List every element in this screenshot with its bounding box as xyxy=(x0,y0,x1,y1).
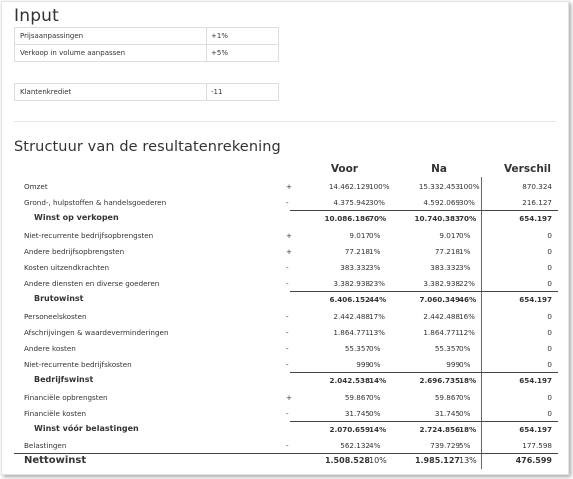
table-row xyxy=(14,356,558,372)
value-verschil: 654.197 xyxy=(519,425,552,434)
volume-adjustment-field[interactable]: +5% xyxy=(211,49,228,57)
table-row xyxy=(14,227,558,243)
percent-na: 0% xyxy=(459,408,471,418)
percent-na: 0% xyxy=(459,392,471,402)
percent-voor: 23% xyxy=(369,279,385,289)
percent-na: 30% xyxy=(459,198,475,208)
value-voor: 31.745 xyxy=(344,408,370,418)
value-na: 999 xyxy=(446,360,460,370)
percent-voor: 100% xyxy=(369,182,390,191)
value-verschil: 0 xyxy=(547,327,552,337)
row-sign: - xyxy=(286,263,289,272)
value-verschil: 0 xyxy=(547,344,552,353)
table-row xyxy=(14,437,558,453)
input-label: Klantenkrediet xyxy=(15,84,207,100)
table-row xyxy=(14,308,558,324)
percent-voor: 3% xyxy=(369,263,381,272)
percent-voor: 44% xyxy=(369,295,387,305)
value-na: 55.357 xyxy=(434,344,460,353)
row-label: Financiële kosten xyxy=(24,408,87,418)
percent-na: 16% xyxy=(459,311,475,321)
table-row xyxy=(14,178,558,194)
value-na: 383.332 xyxy=(430,263,460,272)
input-table-adjustments xyxy=(14,27,279,62)
table-row xyxy=(14,259,558,275)
row-sign: - xyxy=(286,198,289,208)
input-table-credit xyxy=(14,83,279,101)
table-row xyxy=(14,210,558,226)
percent-na: 100% xyxy=(459,182,480,191)
row-label: Niet-recurrente bedrijfsopbrengsten xyxy=(24,230,154,240)
percent-voor: 4% xyxy=(369,441,381,451)
table-row xyxy=(14,291,558,307)
value-na: 1.864.771 xyxy=(423,327,460,337)
input-row-volume-adjustments[interactable] xyxy=(15,44,278,61)
structure-section-title: Structuur van de resultatenrekening xyxy=(14,139,281,155)
value-verschil: 0 xyxy=(547,311,552,321)
value-verschil: 0 xyxy=(547,230,552,240)
percent-voor: 14% xyxy=(369,376,387,386)
percent-voor: 70% xyxy=(369,214,387,224)
value-na: 739.729 xyxy=(430,441,460,451)
value-na: 1.985.127 xyxy=(414,456,460,466)
value-verschil: 0 xyxy=(547,263,552,272)
value-verschil: 654.197 xyxy=(519,376,552,386)
percent-na: 0% xyxy=(459,344,471,353)
percent-na: 0% xyxy=(459,360,471,370)
table-row xyxy=(14,243,558,259)
table-row xyxy=(14,275,558,291)
row-sign: - xyxy=(286,344,289,353)
section-divider xyxy=(14,121,556,122)
row-label: Afschrijvingen & waardeverminderingen xyxy=(24,327,169,337)
column-header-voor: Voor xyxy=(330,163,358,175)
table-row xyxy=(14,372,558,388)
value-verschil: 177.598 xyxy=(522,441,552,451)
percent-voor: 17% xyxy=(369,311,385,321)
value-verschil: 870.324 xyxy=(522,182,552,191)
column-header-na: Na xyxy=(431,163,447,175)
value-voor: 2.442.488 xyxy=(333,311,370,321)
value-voor: 59.867 xyxy=(344,392,370,402)
row-label: Omzet xyxy=(24,182,48,191)
value-voor: 562.132 xyxy=(340,441,370,451)
percent-na: 1% xyxy=(459,246,471,256)
percent-na: 0% xyxy=(459,230,471,240)
percent-na: 18% xyxy=(459,425,477,434)
value-verschil: 0 xyxy=(547,392,552,402)
row-sign: + xyxy=(286,392,293,402)
row-label: Winst op verkopen xyxy=(34,213,119,223)
row-sign: - xyxy=(286,327,289,337)
value-voor: 3.382.938 xyxy=(333,279,370,289)
row-label: Bedrijfswinst xyxy=(34,375,94,385)
percent-na: 46% xyxy=(459,295,477,305)
report-panel xyxy=(1,1,569,475)
table-row xyxy=(14,340,558,356)
value-voor: 2.070.659 xyxy=(329,425,370,434)
percent-voor: 10% xyxy=(369,456,387,466)
percent-na: 13% xyxy=(459,456,477,466)
value-verschil: 0 xyxy=(547,360,552,370)
value-voor: 999 xyxy=(356,360,370,370)
value-verschil: 476.599 xyxy=(515,456,552,466)
table-row xyxy=(14,324,558,340)
table-row xyxy=(14,405,558,421)
percent-voor: 13% xyxy=(369,327,385,337)
value-na: 3.382.938 xyxy=(423,279,460,289)
value-voor: 383.332 xyxy=(340,263,370,272)
customer-credit-field[interactable]: -11 xyxy=(211,88,223,96)
input-row-customer-credit[interactable] xyxy=(15,84,278,100)
input-label: Verkoop in volume aanpassen xyxy=(15,45,207,61)
column-header-verschil: Verschil xyxy=(504,163,551,175)
value-na: 15.332.453 xyxy=(418,182,460,191)
row-label: Andere kosten xyxy=(24,344,76,353)
percent-na: 70% xyxy=(459,214,477,224)
percent-voor: 0% xyxy=(369,392,381,402)
row-sign: - xyxy=(286,360,289,370)
percent-voor: 30% xyxy=(369,198,385,208)
row-sign: - xyxy=(286,441,289,451)
value-na: 10.740.383 xyxy=(414,214,460,224)
value-verschil: 0 xyxy=(547,408,552,418)
percent-voor: 0% xyxy=(369,344,381,353)
input-row-price-adjustments[interactable] xyxy=(15,28,278,44)
value-voor: 55.357 xyxy=(344,344,370,353)
row-label: Personeelskosten xyxy=(24,311,87,321)
value-voor: 1.508.528 xyxy=(324,456,370,466)
percent-voor: 0% xyxy=(369,408,381,418)
value-na: 2.442.488 xyxy=(423,311,460,321)
row-sign: - xyxy=(286,408,289,418)
value-na: 31.745 xyxy=(434,408,460,418)
value-na: 59.867 xyxy=(434,392,460,402)
table-row xyxy=(14,389,558,405)
value-voor: 77.218 xyxy=(344,246,370,256)
value-voor: 4.375.942 xyxy=(333,198,370,208)
row-sign: + xyxy=(286,182,293,191)
percent-na: 12% xyxy=(459,327,475,337)
value-voor: 10.086.186 xyxy=(324,214,370,224)
price-adjustment-field[interactable]: +1% xyxy=(211,32,228,40)
row-label: Brutowinst xyxy=(34,294,84,304)
value-verschil: 0 xyxy=(547,246,552,256)
percent-voor: 1% xyxy=(369,246,381,256)
value-na: 77.218 xyxy=(434,246,460,256)
row-label: Kosten uitzendkrachten xyxy=(24,263,110,272)
percent-voor: 0% xyxy=(369,360,381,370)
value-verschil: 216.127 xyxy=(522,198,552,208)
value-verschil: 0 xyxy=(547,279,552,289)
row-sign: + xyxy=(286,246,293,256)
table-row xyxy=(14,453,558,469)
value-na: 2.724.856 xyxy=(419,425,460,434)
value-voor: 6.406.152 xyxy=(329,295,370,305)
row-label: Niet-recurrente bedrijfskosten xyxy=(24,360,132,370)
input-section-title: Input xyxy=(14,6,60,26)
value-verschil: 654.197 xyxy=(519,214,552,224)
row-label: Winst vóór belastingen xyxy=(34,424,139,433)
row-label: Andere diensten en diverse goederen xyxy=(24,279,160,289)
table-row xyxy=(14,194,558,210)
percent-voor: 14% xyxy=(369,425,387,434)
value-na: 9.017 xyxy=(439,230,460,240)
value-na: 7.060.349 xyxy=(419,295,460,305)
row-sign: - xyxy=(286,279,289,289)
value-voor: 2.042.538 xyxy=(329,376,370,386)
row-label: Grond-, hulpstoffen & handelsgoederen xyxy=(24,198,167,208)
row-label: Financiële opbrengsten xyxy=(24,392,108,402)
value-voor: 1.864.771 xyxy=(333,327,370,337)
value-voor: 9.017 xyxy=(349,230,370,240)
value-na: 4.592.069 xyxy=(423,198,460,208)
percent-na: 3% xyxy=(459,263,471,272)
row-label: Andere bedrijfsopbrengsten xyxy=(24,246,125,256)
row-sign: + xyxy=(286,230,293,240)
percent-na: 22% xyxy=(459,279,475,289)
percent-na: 18% xyxy=(459,376,477,386)
value-voor: 14.462.129 xyxy=(328,182,370,191)
value-na: 2.696.735 xyxy=(419,376,460,386)
row-label: Nettowinst xyxy=(24,455,87,467)
value-verschil: 654.197 xyxy=(519,295,552,305)
row-sign: - xyxy=(286,311,289,321)
percent-na: 5% xyxy=(459,441,471,451)
table-row xyxy=(14,421,558,437)
input-label: Prijsaanpassingen xyxy=(15,28,207,44)
row-label: Belastingen xyxy=(24,441,67,451)
percent-voor: 0% xyxy=(369,230,381,240)
